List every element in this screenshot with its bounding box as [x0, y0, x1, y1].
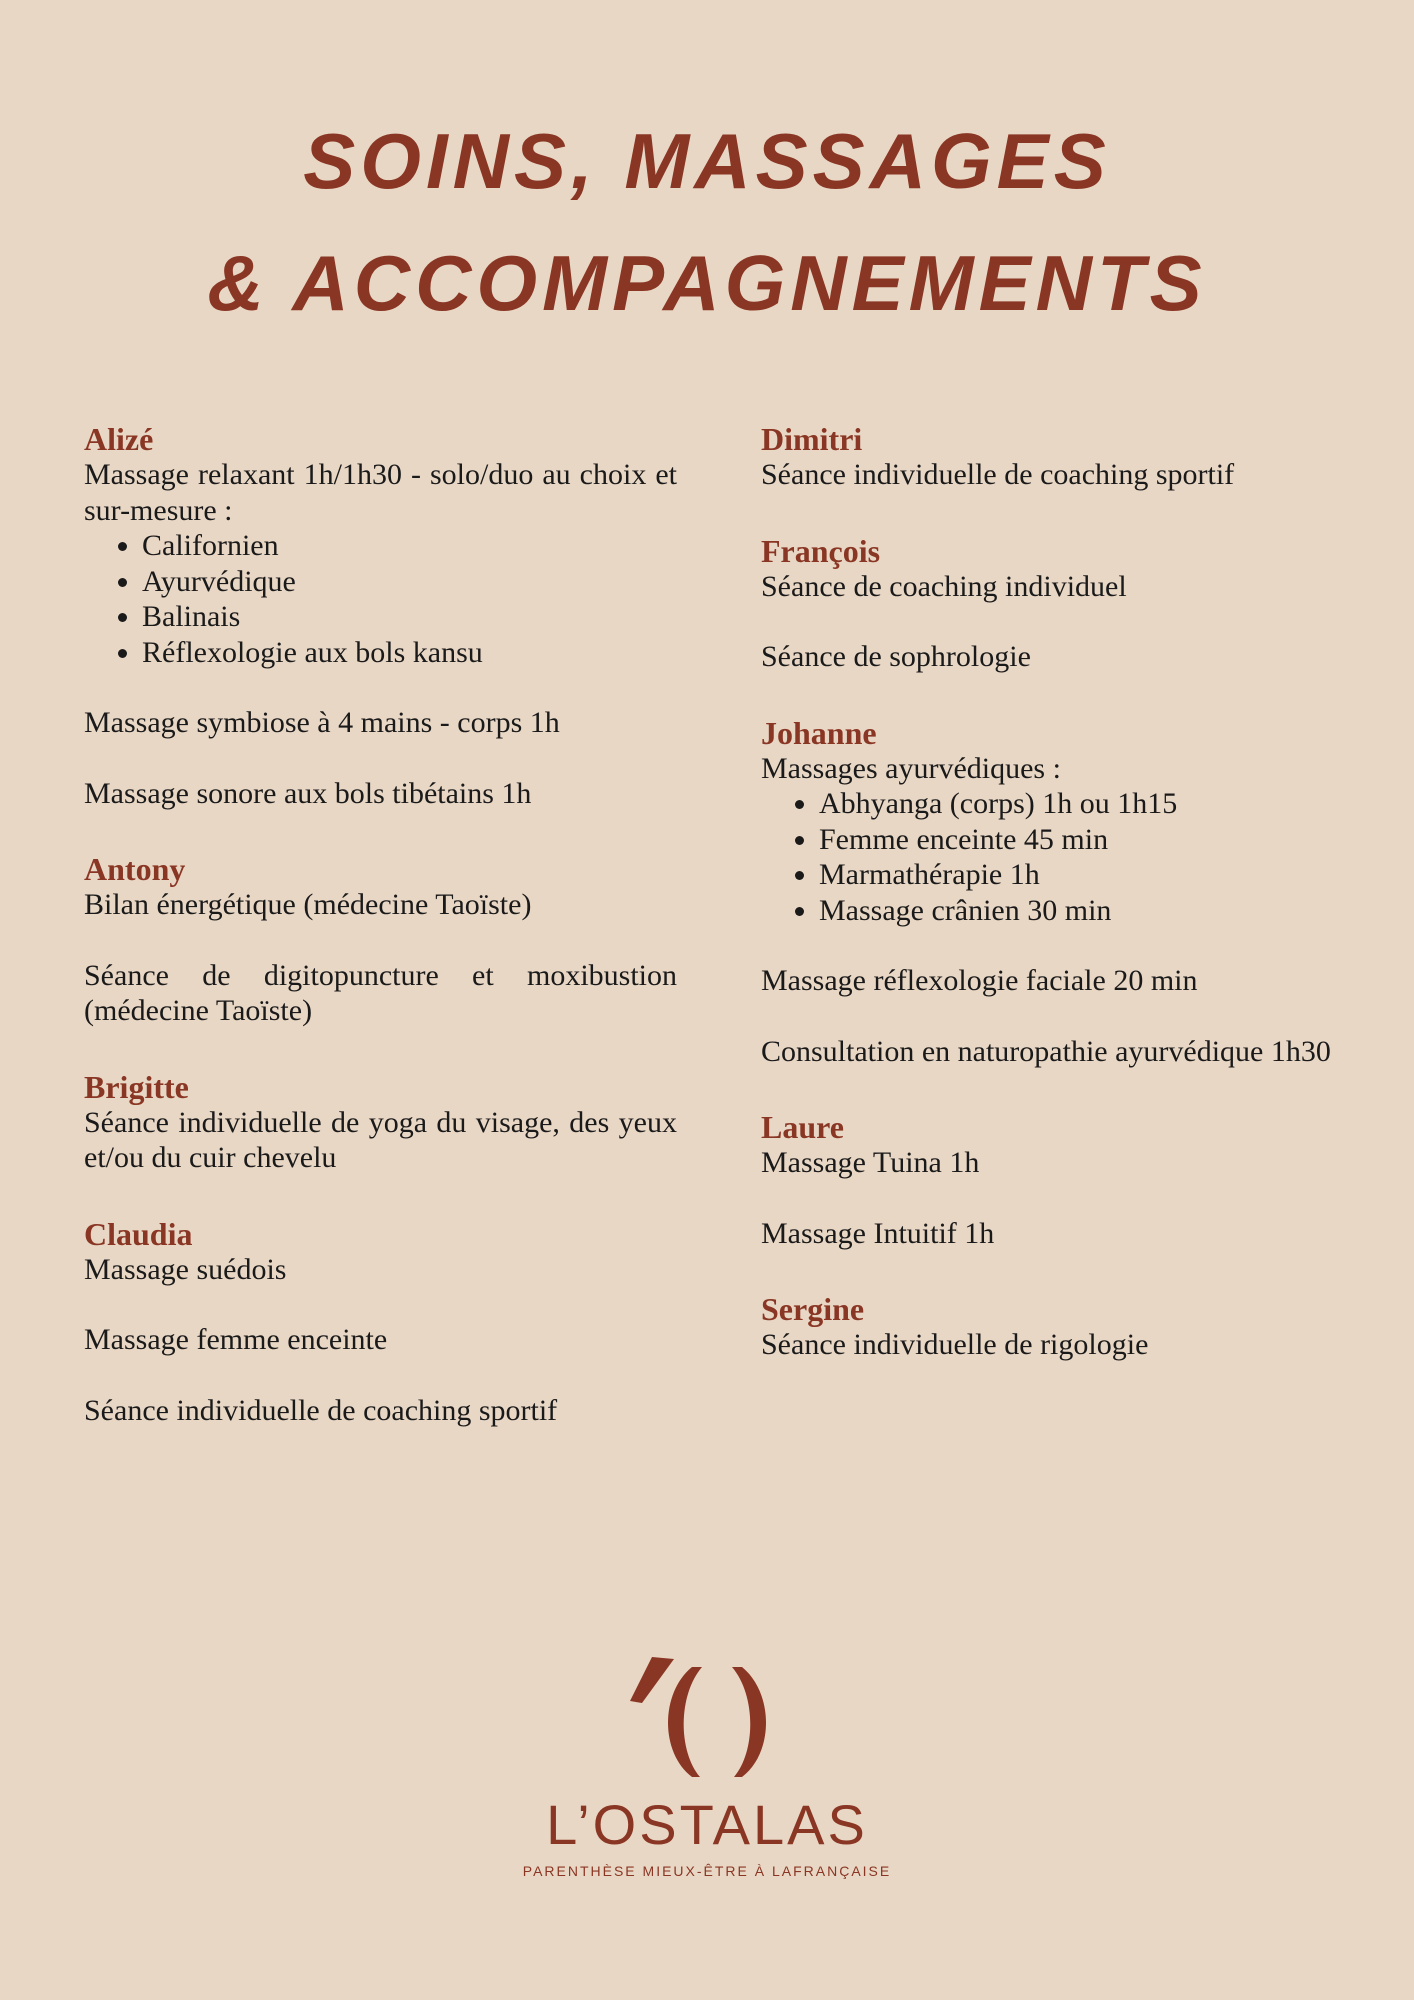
practitioner-name: Dimitri: [761, 421, 863, 457]
service-item: [84, 1252, 677, 1288]
left-column: [84, 415, 677, 1468]
practitioner-block: [761, 1109, 1401, 1251]
service-text: Séance de coaching individuel: [761, 569, 1127, 603]
service-item: [761, 1145, 1401, 1181]
service-item: [84, 705, 677, 741]
service-option: • Femme enceinte 45 min: [819, 822, 1401, 858]
practitioner-block: [761, 533, 1401, 675]
service-text: Séance de sophrologie: [761, 640, 1031, 673]
page-title: [0, 100, 1414, 344]
service-option: • Balinais: [142, 599, 677, 635]
service-item: [84, 457, 677, 670]
service-item: [761, 569, 1401, 605]
title-line-1: SOINS, MASSAGES: [303, 117, 1111, 205]
title-line-2: & ACCOMPAGNEMENTS: [207, 239, 1207, 327]
practitioner-name: Antony: [84, 851, 186, 887]
service-options-list: [84, 528, 677, 670]
service-option: • Réflexologie aux bols kansu: [142, 635, 677, 671]
practitioner-block: [84, 1069, 677, 1176]
service-text: Massage femme enceinte: [84, 1323, 388, 1356]
practitioner-name: Alizé: [84, 421, 154, 457]
service-item: [761, 639, 1401, 675]
service-item: [761, 1327, 1401, 1363]
service-options-list: [761, 786, 1401, 928]
service-text: Massage relaxant 1h/1h30 - solo/duo au choix et sur-mesure :: [84, 458, 677, 527]
parenthesis-logo-icon: [622, 1655, 792, 1785]
service-text: Bilan énergétique (médecine Taoïste): [84, 888, 532, 921]
service-item: [761, 1216, 1401, 1252]
service-text: Massage sonore aux bols tibétains 1h: [84, 776, 532, 810]
service-item: [84, 958, 677, 1029]
practitioner-block: [84, 851, 677, 1029]
service-option: • Massage crânien 30 min: [819, 893, 1401, 929]
service-item: [84, 776, 677, 812]
practitioner-block: [84, 1216, 677, 1429]
practitioner-block: [761, 715, 1401, 1070]
service-text: Massage suédois: [84, 1252, 287, 1286]
service-option: • Marmathérapie 1h: [819, 857, 1401, 893]
service-option: • Abhyanga (corps) 1h ou 1h15: [819, 786, 1401, 822]
service-item: [761, 457, 1401, 493]
practitioner-block: [84, 421, 677, 811]
service-item: [761, 1034, 1401, 1070]
service-text: Séance individuelle de coaching sportif: [84, 1393, 558, 1427]
brand-name: L’OSTALAS: [546, 1793, 868, 1856]
practitioner-name: Johanne: [761, 714, 877, 751]
service-text: Massage Tuina 1h: [761, 1146, 980, 1179]
right-column: [761, 415, 1401, 1403]
service-text: Massage symbiose à 4 mains - corps 1h: [84, 706, 560, 739]
service-item: [761, 751, 1401, 929]
service-option: • Californien: [142, 528, 677, 564]
service-text: Massage réflexologie faciale 20 min: [761, 964, 1198, 997]
practitioner-name: Laure: [761, 1109, 844, 1145]
service-item: [84, 887, 677, 923]
brand-tagline: PARENTHÈSE MIEUX-ÊTRE À LAFRANÇAISE: [522, 1863, 892, 1879]
service-text: Séance de digitopuncture et moxibustion (médecine Taoïste): [84, 958, 677, 1027]
service-item: [84, 1393, 677, 1429]
service-text: Consultation en naturopathie ayurvédique 1h30: [761, 1034, 1331, 1068]
practitioner-name: Claudia: [84, 1215, 193, 1252]
service-text: Massages ayurvédiques :: [761, 751, 1061, 785]
service-item: [84, 1322, 677, 1358]
practitioner-name: Sergine: [761, 1291, 865, 1327]
practitioner-block: [761, 1291, 1401, 1363]
service-item: [761, 963, 1401, 999]
service-text: Séance individuelle de coaching sportif: [761, 458, 1235, 491]
practitioner-name: Brigitte: [84, 1068, 189, 1105]
service-option: • Ayurvédique: [142, 564, 677, 600]
practitioner-name: François: [761, 532, 881, 569]
service-text: Massage Intuitif 1h: [761, 1216, 995, 1250]
service-text: Séance individuelle de rigologie: [761, 1328, 1149, 1361]
service-item: [84, 1105, 677, 1176]
practitioner-block: [761, 421, 1401, 493]
brand-logo: [0, 1655, 1414, 1879]
service-text: Séance individuelle de yoga du visage, des yeux et/ou du cuir chevelu: [84, 1105, 677, 1174]
